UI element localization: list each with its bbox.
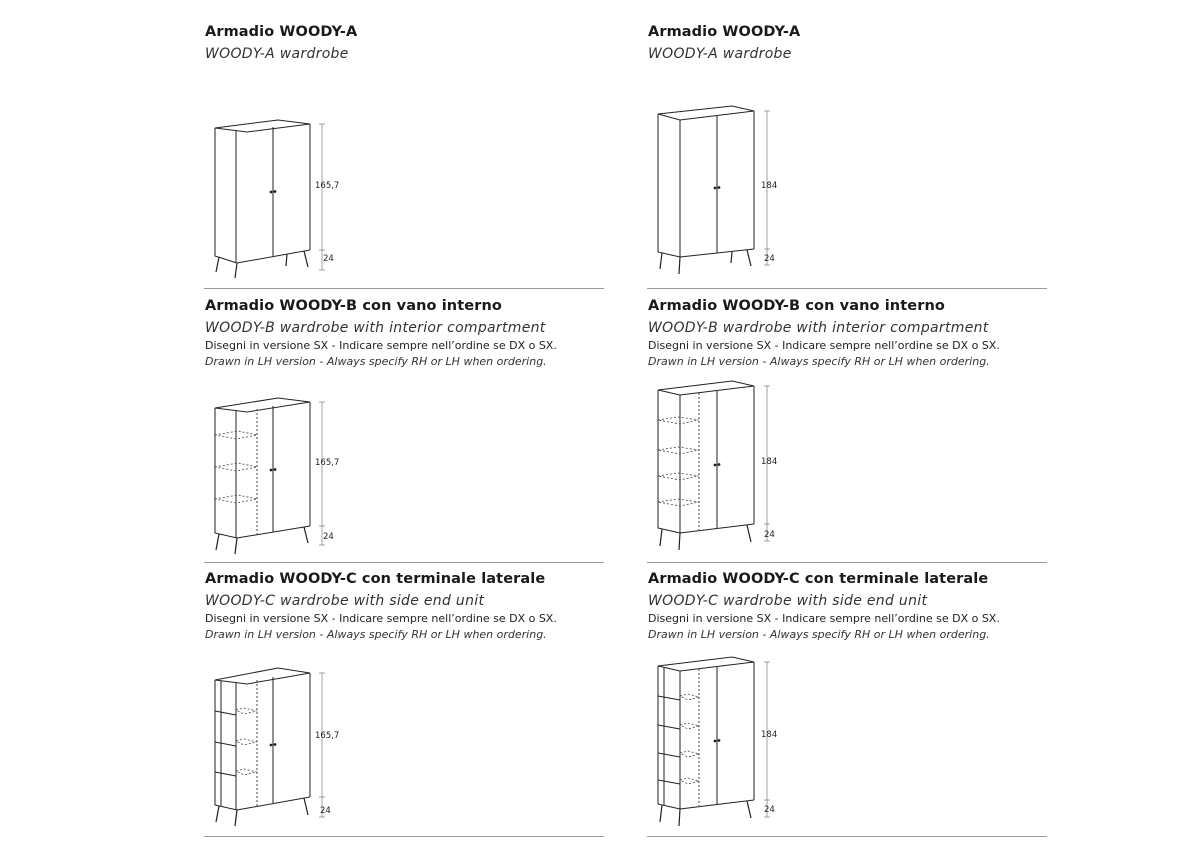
leg-dimension: 24 [320,806,331,816]
section-divider [647,836,1047,837]
section-divider [204,562,604,563]
section-title: Armadio WOODY-A [205,24,358,40]
leg-dimension: 24 [323,254,334,264]
leg-dimension: 24 [764,530,775,540]
ordering-note-it: Disegni in versione SX - Indicare sempre nell’ordine se DX o SX. [205,612,557,625]
woody-a-tall-wardrobe-drawing [645,100,805,285]
section-title: Armadio WOODY-C con terminale laterale [205,571,546,587]
leg-dimension: 24 [764,254,775,264]
ordering-note-en: Drawn in LH version - Always specify RH or LH when ordering. [648,628,990,641]
woody-c-tall-wardrobe-drawing [645,652,805,832]
section-subtitle: WOODY-A wardrobe [648,46,792,62]
woody-a-short-wardrobe-drawing [200,110,360,285]
height-dimension: 165,7 [315,458,340,468]
section-title: Armadio WOODY-A [648,24,801,40]
height-dimension: 165,7 [315,731,340,741]
ordering-note-it: Disegni in versione SX - Indicare sempre nell’ordine se DX o SX. [648,339,1000,352]
section-title: Armadio WOODY-C con terminale laterale [648,571,989,587]
section-divider [204,288,604,289]
ordering-note-it: Disegni in versione SX - Indicare sempre nell’ordine se DX o SX. [205,339,557,352]
height-dimension: 184 [761,181,778,191]
section-subtitle: WOODY-B wardrobe with interior compartment [205,320,546,336]
section-subtitle: WOODY-A wardrobe [205,46,349,62]
ordering-note-en: Drawn in LH version - Always specify RH or LH when ordering. [205,355,547,368]
leg-dimension: 24 [764,805,775,815]
ordering-note-it: Disegni in versione SX - Indicare sempre nell’ordine se DX o SX. [648,612,1000,625]
height-dimension: 165,7 [315,181,340,191]
woody-b-short-wardrobe-drawing [200,390,360,560]
woody-b-tall-wardrobe-drawing [645,376,805,561]
ordering-note-en: Drawn in LH version - Always specify RH or LH when ordering. [205,628,547,641]
section-divider [647,562,1047,563]
leg-dimension: 24 [323,532,334,542]
section-subtitle: WOODY-C wardrobe with side end unit [205,593,485,609]
section-subtitle: WOODY-B wardrobe with interior compartment [648,320,989,336]
section-subtitle: WOODY-C wardrobe with side end unit [648,593,928,609]
woody-c-short-wardrobe-drawing [200,662,360,832]
section-divider [204,836,604,837]
ordering-note-en: Drawn in LH version - Always specify RH or LH when ordering. [648,355,990,368]
height-dimension: 184 [761,730,778,740]
section-title: Armadio WOODY-B con vano interno [648,298,945,314]
height-dimension: 184 [761,457,778,467]
section-divider [647,288,1047,289]
section-title: Armadio WOODY-B con vano interno [205,298,502,314]
